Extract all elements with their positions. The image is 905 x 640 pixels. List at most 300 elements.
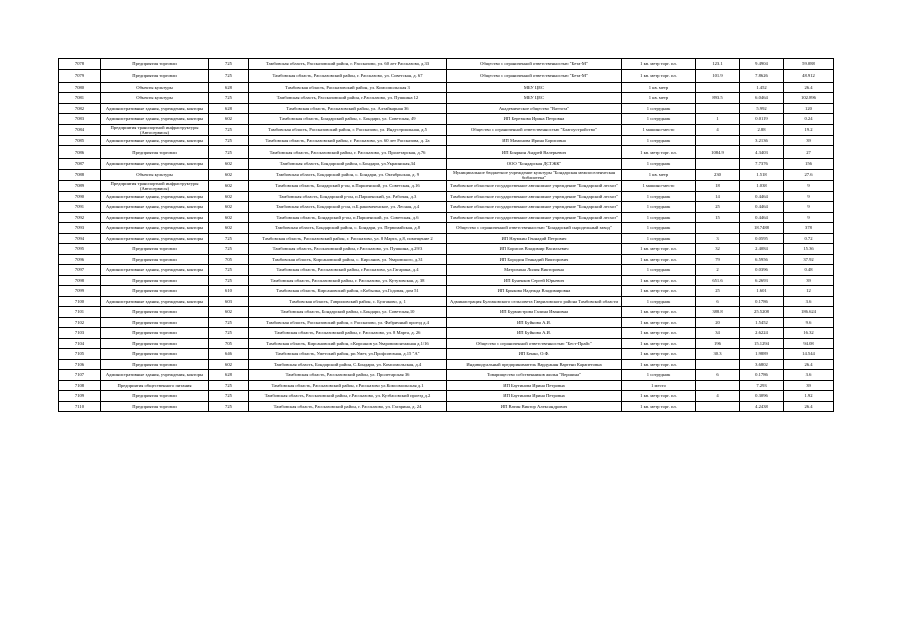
quantity-cell: 651.6	[696, 275, 740, 286]
unit-cell: 1 сотрудник	[622, 103, 696, 114]
address-cell: Тамбовская область, Рассказовский район, г. Рассказово, ул. Пролетарская, д.76	[249, 146, 447, 159]
norm-cell: 18.7488	[740, 223, 784, 234]
unit-cell: 1 кв. метр торг. пл.	[622, 349, 696, 360]
category-cell: Предприятия общественного питания	[101, 380, 209, 391]
code-cell: 705	[209, 338, 249, 349]
address-cell: Тамбовская область, Рассказовский район, г. Рассказово, ул. Фабричный проезд д.4	[249, 317, 447, 328]
table-row	[59, 69, 834, 82]
category-cell: Предприятия торговли	[101, 391, 209, 402]
code-cell: 725	[209, 233, 249, 244]
quantity-cell: 4	[696, 391, 740, 402]
table-row	[59, 296, 834, 307]
quantity-cell	[696, 82, 740, 93]
code-cell: 602	[209, 212, 249, 223]
organization-cell: ИП Буйнова А.И.	[447, 317, 622, 328]
volume-cell: 19.2	[784, 124, 834, 135]
category-cell: Административные здания, учреждения, конторы	[101, 223, 209, 234]
address-cell: Тамбовская область, Рассказовский район, г. Рассказово, ул. 8 Марта, д.8, помещение 2	[249, 233, 447, 244]
category-cell: Предприятия торговли	[101, 317, 209, 328]
norm-cell: 1.9889	[740, 349, 784, 360]
norm-cell: 3.6802	[740, 359, 784, 370]
table-row	[59, 191, 834, 202]
norm-cell: 1.601	[740, 286, 784, 297]
unit-cell: 1 сотрудник	[622, 212, 696, 223]
volume-cell: 26.4	[784, 82, 834, 93]
table-row	[59, 359, 834, 370]
volume-cell: 378	[784, 223, 834, 234]
category-cell: Административные здания, учреждения, конторы	[101, 233, 209, 244]
volume-cell: 9	[784, 212, 834, 223]
document-page	[58, 58, 833, 412]
code-cell: 725	[209, 265, 249, 276]
address-cell: Тамбовская область, Бондарский район, С.Бондари, ул. Комсомольская, д.4	[249, 359, 447, 370]
quantity-cell: 79	[696, 254, 740, 265]
category-cell: Предприятия транспортной инфраструктуры (Автосервисы)	[101, 180, 209, 191]
volume-cell: 186.624	[784, 307, 834, 318]
category-cell: Предприятия торговли	[101, 359, 209, 370]
norm-cell: 1.518	[740, 169, 784, 180]
quantity-cell: 3	[696, 233, 740, 244]
address-cell: Тамбовская область, Бондарский район, с. Бондари, ул. Советская, 49	[249, 114, 447, 125]
address-cell: Тамбовская область, Бондарский район, с. Бондари, ул. Октябрьская, д. 9	[249, 169, 447, 180]
row-number-cell: 7095	[59, 244, 101, 255]
code-cell: 725	[209, 380, 249, 391]
category-cell: Объекты культуры	[101, 93, 209, 104]
norm-cell: 1.452	[740, 82, 784, 93]
quantity-cell	[696, 401, 740, 412]
quantity-cell: 230	[696, 169, 740, 180]
quantity-cell: 25	[696, 202, 740, 213]
organization-cell: Академическое общество "Ваттота"	[447, 103, 622, 114]
volume-cell: 9	[784, 191, 834, 202]
volume-cell: 59.088	[784, 59, 834, 70]
category-cell: Административные здания, учреждения, конторы	[101, 103, 209, 114]
quantity-cell	[696, 223, 740, 234]
unit-cell: 1 кв. метр торг. пл.	[622, 391, 696, 402]
norm-cell: 0.4464	[740, 212, 784, 223]
code-cell: 602	[209, 191, 249, 202]
row-number-cell: 7079	[59, 69, 101, 82]
address-cell: Тамбовская область, Рассказовский район, г. Рассказово, ул. Гагарина, д. 24	[249, 401, 447, 412]
category-cell: Предприятия торговли	[101, 254, 209, 265]
organization-cell: ИП Буйнова А.И.	[447, 328, 622, 339]
address-cell: Тамбовская область, Рассказовский район, ул. Комсомольская 3	[249, 82, 447, 93]
waste-objects-table	[58, 58, 834, 412]
organization-cell: ИП Мамонова Ирина Борисовна	[447, 135, 622, 146]
address-cell: Тамбовская область, Рассказовский район, г.Рассказово, ул. Кузбасовский проезд д.2	[249, 391, 447, 402]
code-cell: 602	[209, 202, 249, 213]
unit-cell: 1 кв. метр торг. пл.	[622, 317, 696, 328]
table-row	[59, 244, 834, 255]
table-row	[59, 391, 834, 402]
unit-cell: 1 сотрудник	[622, 370, 696, 381]
address-cell: Тамбовская область, Бондарский район, с. Бондари, ул. Первомайская, д.8	[249, 223, 447, 234]
volume-cell: 27	[784, 146, 834, 159]
table-row	[59, 317, 834, 328]
category-cell: Административные здания, учреждения, конторы	[101, 114, 209, 125]
volume-cell: 3.6	[784, 296, 834, 307]
category-cell: Объекты культуры	[101, 169, 209, 180]
code-cell: 725	[209, 124, 249, 135]
table-row	[59, 370, 834, 381]
table-row	[59, 82, 834, 93]
category-cell: Административные здания, учреждения, конторы	[101, 370, 209, 381]
row-number-cell: 7101	[59, 307, 101, 318]
row-number-cell: 7083	[59, 114, 101, 125]
row-number-cell: 7094	[59, 233, 101, 244]
row-number-cell: 7109	[59, 391, 101, 402]
quantity-cell: 123.1	[696, 59, 740, 70]
unit-cell: 1 кв. метр торг. пл.	[622, 59, 696, 70]
organization-cell: ИП Буненков Сергей Юрьевич	[447, 275, 622, 286]
norm-cell: 15.1294	[740, 338, 784, 349]
unit-cell: 1 сотрудник	[622, 223, 696, 234]
organization-cell: Администрация Булгаковского сельсовета Гавриловского района Тамбовской области	[447, 296, 622, 307]
norm-cell: 0.1786	[740, 370, 784, 381]
address-cell: Тамбовская область, Бондарский р-он, п.Б.раковиченское, ул. Лесная, д.4	[249, 202, 447, 213]
category-cell: Административные здания, учреждения, конторы	[101, 135, 209, 146]
address-cell: Тамбовская область, Рассказовский район, г.Рассказово, ул. Пушкина 12	[249, 93, 447, 104]
volume-cell: 102.896	[784, 93, 834, 104]
norm-cell: 0.4464	[740, 191, 784, 202]
table-body	[59, 59, 834, 412]
organization-cell: Общество с ограниченной ответственностью "Бест-Прайс"	[447, 338, 622, 349]
organization-cell: ИП Березкова Ирина Петровна	[447, 114, 622, 125]
code-cell: 602	[209, 159, 249, 170]
volume-cell: 94.08	[784, 338, 834, 349]
code-cell: 610	[209, 286, 249, 297]
quantity-cell: 6	[696, 370, 740, 381]
volume-cell: 16.32	[784, 328, 834, 339]
norm-cell: 6.0464	[740, 93, 784, 104]
row-number-cell: 7082	[59, 103, 101, 114]
norm-cell: 3.2136	[740, 135, 784, 146]
row-number-cell: 7099	[59, 286, 101, 297]
organization-cell: Индивидуальный предприниматель Вардуанян Вартени Карапетовна	[447, 359, 622, 370]
volume-cell: 3.6	[784, 370, 834, 381]
unit-cell: 1 сотрудник	[622, 202, 696, 213]
code-cell: 725	[209, 59, 249, 70]
volume-cell: 0.72	[784, 233, 834, 244]
organization-cell: ИП Борисов Владимир Васильевич	[447, 244, 622, 255]
table-row	[59, 124, 834, 135]
organization-cell: Матрохина Лилия Викторовна	[447, 265, 622, 276]
table-row	[59, 307, 834, 318]
address-cell: Тамбовская область, Кирсановский район, с. Кирсанов, ул. Уваровского, д.31	[249, 254, 447, 265]
address-cell: Тамбовская область, Кирсановский район, г.Кобылка, ул.Годовая, дом 51	[249, 286, 447, 297]
code-cell: 725	[209, 317, 249, 328]
address-cell: Тамбовская область, Гавриловский район, с. Булгаково, д. 1	[249, 296, 447, 307]
row-number-cell: 7093	[59, 223, 101, 234]
address-cell: Тамбовская область, Бондарский р-он, п.Паршенский, ул. Советская, д.16	[249, 180, 447, 191]
address-cell: Тамбовская область, Уметский район, рп.Умет, ул.Профсоюзная, д.15 "А"	[249, 349, 447, 360]
unit-cell: 1 сотрудник	[622, 233, 696, 244]
code-cell: 603	[209, 296, 249, 307]
code-cell: 725	[209, 135, 249, 146]
code-cell: 705	[209, 254, 249, 265]
organization-cell: Тамбовское областное государственное автономное учреждение "Бондарский лесхоз"	[447, 180, 622, 191]
category-cell: Административные здания, учреждения, конторы	[101, 265, 209, 276]
table-row	[59, 265, 834, 276]
table-row	[59, 93, 834, 104]
volume-cell: 48.912	[784, 69, 834, 82]
code-cell: 725	[209, 146, 249, 159]
quantity-cell: 18	[696, 180, 740, 191]
category-cell: Предприятия торговли	[101, 401, 209, 412]
row-number-cell: 7100	[59, 296, 101, 307]
quantity-cell: 1084.9	[696, 146, 740, 159]
address-cell: Тамбовская область, Бондарский р-он, п.Паршенский, ул. Советская, д.6	[249, 212, 447, 223]
table-row	[59, 254, 834, 265]
code-cell: 725	[209, 275, 249, 286]
organization-cell: Товарищество собственников жилья "Вершина"	[447, 370, 622, 381]
row-number-cell: 7091	[59, 202, 101, 213]
norm-cell: 9.4904	[740, 59, 784, 70]
row-number-cell: 7090	[59, 191, 101, 202]
unit-cell: 1 кв. метр торг. пл.	[622, 286, 696, 297]
organization-cell: ИП Брыкова Надежда Владимировна	[447, 286, 622, 297]
address-cell: Тамбовская область, Бондарский р-он, п.Паршенский, ул. Рабочая, д.3	[249, 191, 447, 202]
address-cell: Тамбовская область, Рассказовский район, ул. Алтайкарная 36	[249, 103, 447, 114]
unit-cell: 1 сотрудник	[622, 296, 696, 307]
row-number-cell: 7096	[59, 254, 101, 265]
volume-cell: 26.4	[784, 401, 834, 412]
norm-cell: 0.0119	[740, 114, 784, 125]
unit-cell: 1 кв. метр торг. пл.	[622, 307, 696, 318]
table-row	[59, 233, 834, 244]
quantity-cell: 388.8	[696, 307, 740, 318]
address-cell: Тамбовская область, Рассказовский район, г. Рассказово, ул. Индустриальная, д.5	[249, 124, 447, 135]
category-cell: Предприятия транспортной инфраструктуры (Автосервисы)	[101, 124, 209, 135]
address-cell: Тамбовская область, Рассказовский район, г. Рассказово, ул. Советская, д. 67	[249, 69, 447, 82]
table-row	[59, 146, 834, 159]
code-cell: 628	[209, 103, 249, 114]
norm-cell: 0.1786	[740, 296, 784, 307]
row-number-cell: 7098	[59, 275, 101, 286]
volume-cell: 12	[784, 286, 834, 297]
quantity-cell	[696, 159, 740, 170]
address-cell: Тамбовская область, Рассказовский район, г.Рассказово, ул.Гагарина, д.4	[249, 265, 447, 276]
unit-cell: 1 кв. метр	[622, 169, 696, 180]
category-cell: Предприятия торговли	[101, 244, 209, 255]
organization-cell: ИП Бенко, О.Ф.	[447, 349, 622, 360]
organization-cell: Тамбовское областное государственное автономное учреждение "Бондарский лесхоз"	[447, 212, 622, 223]
table-row	[59, 169, 834, 180]
address-cell: Тамбовская область, Бондарский район, с.Бондари, ул.Украинская,34	[249, 159, 447, 170]
organization-cell: ИП Ватин Виктор Александрович	[447, 401, 622, 412]
category-cell: Предприятия торговли	[101, 69, 209, 82]
volume-cell: 15.36	[784, 244, 834, 255]
code-cell: 628	[209, 370, 249, 381]
table-row	[59, 159, 834, 170]
address-cell: Тамбовская область, Бондарский район, с.Бондари, ул. Советская,10	[249, 307, 447, 318]
table-row	[59, 401, 834, 412]
table-row	[59, 286, 834, 297]
quantity-cell: 2	[696, 265, 740, 276]
row-number-cell: 7086	[59, 146, 101, 159]
table-row	[59, 349, 834, 360]
unit-cell: 1 машино-место	[622, 124, 696, 135]
row-number-cell: 7097	[59, 265, 101, 276]
norm-cell: 1.038	[740, 180, 784, 191]
unit-cell: 1 кв. метр	[622, 82, 696, 93]
quantity-cell: 14	[696, 191, 740, 202]
organization-cell: ООО "Бондарская ДСТЖК"	[447, 159, 622, 170]
volume-cell: 1.92	[784, 391, 834, 402]
code-cell: 602	[209, 223, 249, 234]
organization-cell: Тамбовское областное государственное автономное учреждение "Бондарский лесхоз"	[447, 202, 622, 213]
quantity-cell: 25	[696, 286, 740, 297]
volume-cell: 9	[784, 202, 834, 213]
quantity-cell: 196	[696, 338, 740, 349]
volume-cell: 9.6	[784, 317, 834, 328]
quantity-cell: 101.9	[696, 69, 740, 82]
organization-cell: Общество с ограниченной ответственностью "Бета-М"	[447, 69, 622, 82]
unit-cell: 1 кв. метр торг. пл.	[622, 328, 696, 339]
quantity-cell: 32	[696, 244, 740, 255]
code-cell: 725	[209, 391, 249, 402]
organization-cell: МБУ ЦЕС	[447, 93, 622, 104]
norm-cell: 0.0396	[740, 265, 784, 276]
organization-cell: ИП Баутинова Ирина Петровна	[447, 380, 622, 391]
unit-cell: 1 кв. метр торг. пл.	[622, 146, 696, 159]
category-cell: Административные здания, учреждения, конторы	[101, 212, 209, 223]
norm-cell: 6.5956	[740, 254, 784, 265]
unit-cell: 1 кв. метр торг. пл.	[622, 69, 696, 82]
quantity-cell: 893.5	[696, 93, 740, 104]
organization-cell: Общество с ограниченной ответственностью "Бондарский сыродельный завод"	[447, 223, 622, 234]
norm-cell: 2.88	[740, 124, 784, 135]
organization-cell: МБУ ЦЕС	[447, 82, 622, 93]
row-number-cell: 7107	[59, 370, 101, 381]
quantity-cell: 20	[696, 317, 740, 328]
row-number-cell: 7102	[59, 317, 101, 328]
organization-cell: ИП Бородин Геннадий Викторович	[447, 254, 622, 265]
address-cell: Тамбовская область, Рассказовский район, г. Рассказово, ул. Кутузовская, д. 38	[249, 275, 447, 286]
category-cell: Предприятия торговли	[101, 328, 209, 339]
category-cell: Административные здания, учреждения, конторы	[101, 296, 209, 307]
row-number-cell: 7108	[59, 380, 101, 391]
address-cell: Тамбовская область, Рассказовский район, г.Рассказово, ул. Пушкина, д.29/3	[249, 244, 447, 255]
row-number-cell: 7110	[59, 401, 101, 412]
unit-cell: 1 машино-место	[622, 180, 696, 191]
row-number-cell: 7088	[59, 169, 101, 180]
address-cell: Тамбовская область, Рассказовский район, г. Рассказово, ул. 8 Марта, д. 26	[249, 328, 447, 339]
code-cell: 628	[209, 82, 249, 93]
code-cell: 602	[209, 307, 249, 318]
unit-cell: 1 кв. метр торг. пл.	[622, 275, 696, 286]
unit-cell: 1 сотрудник	[622, 159, 696, 170]
norm-cell: 0.3096	[740, 391, 784, 402]
table-row	[59, 103, 834, 114]
code-cell: 602	[209, 114, 249, 125]
organization-cell: ИП Наумкин Геннадий Петрович	[447, 233, 622, 244]
unit-cell: 1 кв. метр торг. пл.	[622, 401, 696, 412]
norm-cell: 0.0595	[740, 233, 784, 244]
volume-cell: 120	[784, 103, 834, 114]
row-number-cell: 7080	[59, 82, 101, 93]
quantity-cell	[696, 103, 740, 114]
code-cell: 725	[209, 69, 249, 82]
code-cell: 602	[209, 180, 249, 191]
volume-cell: 39	[784, 380, 834, 391]
norm-cell: 7.7376	[740, 159, 784, 170]
organization-cell: ИП Бурмистрова Галина Ивановна	[447, 307, 622, 318]
table-row	[59, 59, 834, 70]
table-row	[59, 180, 834, 191]
quantity-cell: 30.3	[696, 349, 740, 360]
table-row	[59, 328, 834, 339]
table-row	[59, 135, 834, 146]
quantity-cell: 15	[696, 212, 740, 223]
organization-cell: ИП Бояркин Андрей Валерьевич	[447, 146, 622, 159]
unit-cell: 1 сотрудник	[622, 114, 696, 125]
row-number-cell: 7104	[59, 338, 101, 349]
row-number-cell: 7085	[59, 135, 101, 146]
table-row	[59, 338, 834, 349]
code-cell: 725	[209, 93, 249, 104]
unit-cell: 1 кв. метр торг. пл.	[622, 359, 696, 370]
row-number-cell: 7103	[59, 328, 101, 339]
quantity-cell: 4	[696, 124, 740, 135]
volume-cell: 27.6	[784, 169, 834, 180]
category-cell: Предприятия торговли	[101, 349, 209, 360]
category-cell: Предприятия торговли	[101, 146, 209, 159]
table-row	[59, 380, 834, 391]
norm-cell: 4.2438	[740, 401, 784, 412]
table-row	[59, 223, 834, 234]
organization-cell: Общество с ограниченной ответственностью "Бета-М"	[447, 59, 622, 70]
code-cell: 725	[209, 401, 249, 412]
volume-cell: 39	[784, 135, 834, 146]
norm-cell: 7.8626	[740, 69, 784, 82]
category-cell: Административные здания, учреждения, конторы	[101, 191, 209, 202]
category-cell: Административные здания, учреждения, конторы	[101, 159, 209, 170]
quantity-cell: 34	[696, 328, 740, 339]
category-cell: Предприятия торговли	[101, 59, 209, 70]
code-cell: 602	[209, 169, 249, 180]
organization-cell: ИП Баутинова Ирина Петровна	[447, 391, 622, 402]
code-cell: 646	[209, 349, 249, 360]
unit-cell: 1 место	[622, 380, 696, 391]
address-cell: Тамбовская область, Рассказовский район, г. Рассказово, ул. 60 лет Рассказова, д.33	[249, 59, 447, 70]
category-cell: Предприятия торговли	[101, 307, 209, 318]
volume-cell: 0.24	[784, 114, 834, 125]
unit-cell: 1 кв. метр торг. пл.	[622, 244, 696, 255]
unit-cell: 1 кв. метр торг. пл.	[622, 338, 696, 349]
table-row	[59, 114, 834, 125]
norm-cell: 4.3403	[740, 146, 784, 159]
category-cell: Предприятия торговли	[101, 286, 209, 297]
norm-cell: 0.4464	[740, 202, 784, 213]
volume-cell: 37.92	[784, 254, 834, 265]
code-cell: 602	[209, 359, 249, 370]
address-cell: Тамбовская область, Рассказовский район, ул. Пролетарская 36	[249, 370, 447, 381]
volume-cell: 14.544	[784, 349, 834, 360]
unit-cell: 1 кв. метр торг. пл.	[622, 254, 696, 265]
table-row	[59, 275, 834, 286]
volume-cell: 39	[784, 275, 834, 286]
row-number-cell: 7087	[59, 159, 101, 170]
code-cell: 725	[209, 328, 249, 339]
row-number-cell: 7084	[59, 124, 101, 135]
unit-cell: 1 сотрудник	[622, 135, 696, 146]
norm-cell: 2.6224	[740, 328, 784, 339]
quantity-cell: 1	[696, 114, 740, 125]
address-cell: Тамбовская область, Рассказовский район, г.Рассказово ул.Комсомольская д.1	[249, 380, 447, 391]
table-row	[59, 202, 834, 213]
table-row	[59, 212, 834, 223]
